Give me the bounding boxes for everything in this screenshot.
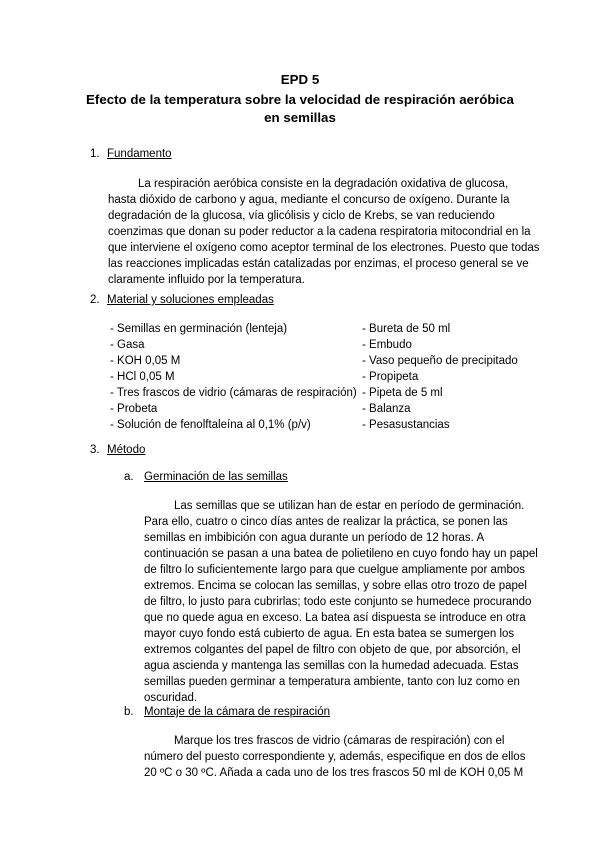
paragraph-line: semillas pueden germinar a temperatura ambiente, tanto con luz como en (144, 676, 520, 688)
paragraph-line: hasta dióxido de carbono y agua, mediante el concurso de oxígeno. Durante la (108, 194, 510, 206)
montaje-paragraph (144, 733, 525, 781)
subsection-heading-germinacion (124, 469, 288, 485)
list-item: - Pesasustancias (362, 419, 450, 431)
section-number: 2. (90, 294, 100, 306)
paragraph-line: Las semillas que se utilizan han de estar en período de germinación. (174, 500, 525, 512)
list-item: - Propipeta (362, 371, 419, 383)
section-title: Material y soluciones empleadas (107, 294, 274, 306)
paragraph-line: extremos colgantes del papel de filtro con objeto de que, por absorción, el (144, 644, 521, 656)
list-item: - HCl 0,05 M (110, 371, 175, 383)
paragraph-line: Marque los tres frascos de vidrio (cámaras de respiración) con el (174, 735, 505, 747)
fundamento-paragraph (108, 176, 540, 288)
subsection-letter: b. (124, 706, 134, 718)
paragraph-line: que interviene el oxígeno como aceptor terminal de los electrones. Puesto que todas (108, 242, 540, 254)
subsection-heading-montaje (124, 704, 330, 720)
paragraph-line: extremos. Encima se colocan las semillas, y sobre ellas otro trozo de papel (144, 580, 527, 592)
paragraph-line: número del puesto correspondiente y, además, especifique en dos de ellos (144, 751, 526, 763)
document-title-line-1: Efecto de la temperatura sobre la velocidad de respiración aeróbica (86, 92, 514, 107)
list-item: - Vaso pequeño de precipitado (362, 355, 518, 367)
paragraph-line: Para ello, cuatro o cinco días antes de realizar la práctica, se ponen las (144, 516, 508, 528)
list-item: - Probeta (110, 403, 158, 415)
list-item: - Gasa (110, 339, 145, 351)
paragraph-line: claramente influido por la temperatura. (108, 274, 305, 286)
list-item: - Balanza (362, 403, 411, 415)
section-number: 1. (90, 148, 100, 160)
paragraph-line: las reacciones implicadas están catalizadas por enzimas, el proceso general se ve (108, 258, 529, 270)
material-list-right (362, 321, 518, 433)
subsection-title: Germinación de las semillas (144, 471, 288, 483)
subsection-letter: a. (124, 471, 134, 483)
paragraph-line: La respiración aeróbica consiste en la degradación oxidativa de glucosa, (138, 178, 509, 190)
document-title-line-2: en semillas (264, 110, 336, 125)
list-item: - Tres frascos de vidrio (cámaras de respiración) (110, 387, 357, 399)
section-heading-material (90, 292, 274, 308)
section-number: 3. (90, 444, 100, 456)
paragraph-line: semillas en imbibición con agua durante un período de 12 horas. A (144, 532, 485, 544)
material-list-left (110, 321, 357, 433)
section-heading-fundamento (90, 146, 172, 162)
paragraph-line: que no quede agua en exceso. La batea así dispuesta se introduce en otra (144, 612, 526, 624)
list-item: - KOH 0,05 M (110, 355, 181, 367)
list-item: - Pipeta de 5 ml (362, 387, 443, 399)
list-item: - Embudo (362, 339, 412, 351)
paragraph-line: coenzimas que donan su poder reductor a la cadena respiratoria mitocondrial en la (108, 226, 531, 238)
paragraph-line: de filtro, lo justo para cubrirlas; todo este conjunto se humedece procurando (144, 596, 532, 608)
germinacion-paragraph (144, 498, 538, 706)
paragraph-line: continuación se pasan a una batea de polietileno en cuyo fondo hay un papel (144, 548, 538, 560)
list-item: - Solución de fenolftaleína al 0,1% (p/v) (110, 419, 311, 431)
paragraph-line: agua ascienda y mantenga las semillas con la humedad adecuada. Estas (144, 660, 519, 672)
paragraph-line: 20 ºC o 30 ºC. Añada a cada uno de los tres frascos 50 ml de KOH 0,05 M (144, 767, 524, 779)
document-title-number: EPD 5 (280, 72, 320, 87)
paragraph-line: mayor cuyo fondo está cubierto de agua. En esta batea se sumergen los (144, 628, 515, 640)
paragraph-line: oscuridad. (144, 692, 198, 704)
paragraph-line: degradación de la glucosa, vía glicólisis y ciclo de Krebs, se van reduciendo (108, 210, 495, 222)
list-item: - Semillas en germinación (lenteja) (110, 323, 288, 335)
section-title: Método (107, 444, 146, 456)
paragraph-line: de filtro lo suficientemente largo para que cuelgue ampliamente por ambos (144, 564, 525, 576)
list-item: - Bureta de 50 ml (362, 323, 451, 335)
subsection-title: Montaje de la cámara de respiración (144, 706, 331, 718)
section-heading-metodo (90, 442, 145, 458)
section-title: Fundamento (107, 148, 172, 160)
